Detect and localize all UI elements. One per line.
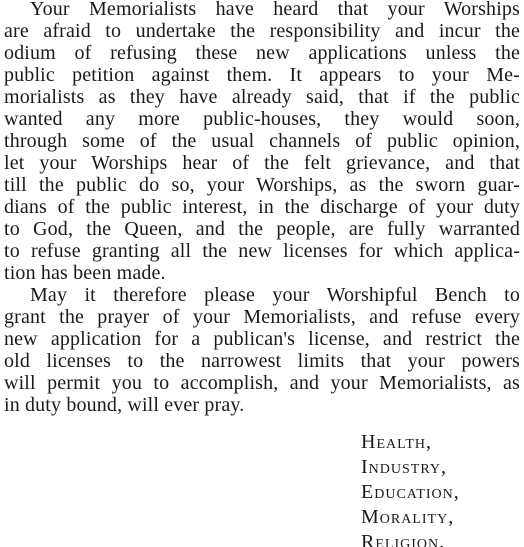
text-line: wanted any more public-houses, they would soon, — [4, 108, 520, 130]
text-line: through some of the usual channels of public opinion, — [4, 130, 520, 152]
signature-line: Health, — [361, 431, 433, 453]
signature-line: Industry, — [361, 456, 448, 478]
text-line: are afraid to undertake the responsibility and incur the — [4, 20, 520, 42]
text-line: till the public do so, your Worships, as the sworn guar- — [4, 174, 520, 196]
text-line: public petition against them. It appears to your Me- — [4, 64, 520, 86]
text-line: to God, the Queen, and the people, are fully warranted — [4, 218, 520, 240]
text-line: to refuse granting all the new licenses for which applica- — [4, 240, 520, 262]
text-line: dians of the public interest, in the discharge of your duty — [4, 196, 520, 218]
signature-line: Education, — [361, 481, 460, 503]
text-line: Your Memorialists have heard that your Worships — [30, 0, 520, 20]
text-line: new application for a publican's license, and restrict the — [4, 328, 520, 350]
text-line: will permit you to accomplish, and your Memorialists, as — [4, 372, 520, 394]
signature-line: Religion. — [361, 531, 446, 547]
text-line: let your Worships hear of the felt grievance, and that — [4, 152, 520, 174]
text-line: morialists as they have already said, that if the public — [4, 86, 520, 108]
text-line: May it therefore please your Worshipful Bench to — [30, 284, 520, 306]
text-line: odium of refusing these new applications unless the — [4, 42, 520, 64]
text-line: grant the prayer of your Memorialists, and refuse every — [4, 306, 520, 328]
signature-line: Morality, — [361, 506, 455, 528]
text-line: in duty bound, will ever pray. — [4, 394, 245, 416]
text-line: old licenses to the narrowest limits that your powers — [4, 350, 520, 372]
text-line: tion has been made. — [4, 262, 166, 284]
